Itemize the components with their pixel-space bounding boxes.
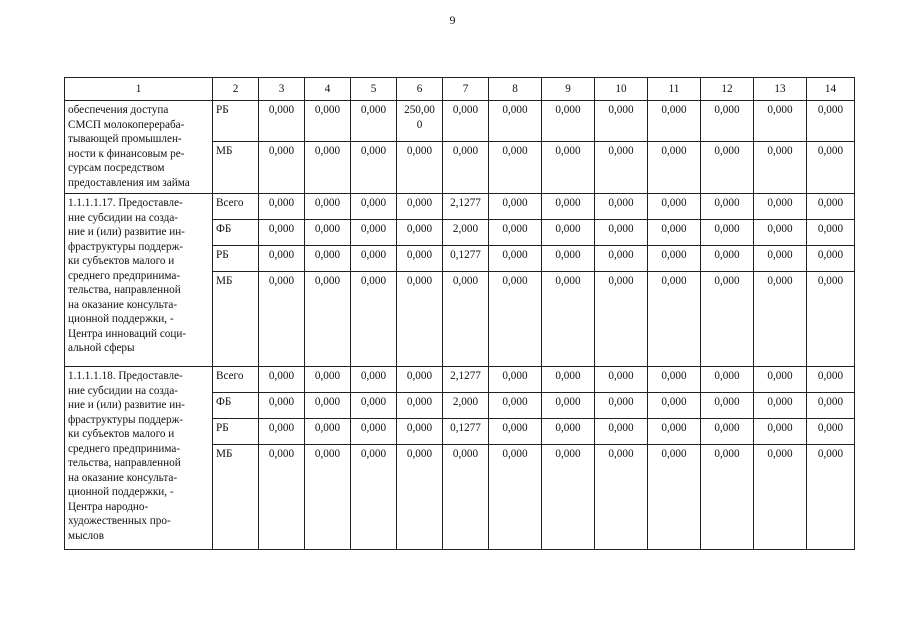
- amount-cell: 0,000: [351, 393, 397, 419]
- column-number: 4: [305, 78, 351, 101]
- amount-cell: 0,000: [305, 393, 351, 419]
- description-line: альной сферы: [68, 342, 135, 354]
- amount-cell: 0,000: [259, 142, 305, 194]
- description-line: тельства, направленной: [68, 457, 181, 469]
- column-number: 6: [397, 78, 443, 101]
- amount-cell: 0,000: [542, 393, 595, 419]
- amount-cell: 0,000: [542, 246, 595, 272]
- amount-cell: 0,000: [489, 445, 542, 550]
- amount-cell: 0,000: [595, 246, 648, 272]
- description-line: ние субсидии на созда-: [68, 384, 179, 397]
- amount-cell: 0,1277: [443, 246, 489, 272]
- amount-cell: 0,000: [542, 445, 595, 550]
- amount-cell: 0,000: [648, 220, 701, 246]
- amount-cell: 0,000: [754, 142, 807, 194]
- amount-cell: 0,000: [807, 367, 855, 393]
- amount-cell: 0,000: [542, 101, 595, 142]
- amount-cell: 0,000: [259, 220, 305, 246]
- description-line: среднего предпринима-: [68, 442, 181, 455]
- description-line: ки субъектов малого и: [68, 255, 175, 267]
- amount-cell: 0,000: [701, 142, 754, 194]
- description-line: на оказание консульта-: [68, 298, 178, 311]
- measure-description: [65, 194, 213, 367]
- amount-cell: 0,000: [648, 367, 701, 393]
- column-number: 1: [65, 78, 213, 101]
- description-line: предоставления им займа: [68, 176, 190, 189]
- column-number: 5: [351, 78, 397, 101]
- amount-cell: 0,000: [701, 272, 754, 367]
- amount-cell: 0,000: [542, 220, 595, 246]
- amount-cell: 0,1277: [443, 419, 489, 445]
- amount-cell: 0,000: [259, 445, 305, 550]
- amount-cell: 0,000: [489, 142, 542, 194]
- description-line: ционной поддержки, -: [68, 313, 174, 325]
- amount-cell: 0,000: [259, 367, 305, 393]
- column-number: 9: [542, 78, 595, 101]
- column-number: 8: [489, 78, 542, 101]
- amount-cell: 0,000: [807, 246, 855, 272]
- description-line: сурсам посредством: [68, 162, 165, 174]
- measure-description: [65, 367, 213, 550]
- amount-cell: 0,000: [259, 393, 305, 419]
- amount-cell: 0,000: [754, 367, 807, 393]
- amount-cell: 0,000: [489, 220, 542, 246]
- amount-cell: 0,000: [443, 445, 489, 550]
- amount-cell: 0,000: [489, 419, 542, 445]
- amount-cell: 0,000: [489, 272, 542, 367]
- description-line: фраструктуры поддерж-: [68, 240, 184, 253]
- amount-cell: 0,000: [542, 194, 595, 220]
- amount-cell: 0,000: [807, 220, 855, 246]
- funding-source: МБ: [213, 445, 259, 550]
- amount-cell: 0,000: [542, 419, 595, 445]
- amount-cell: 0,000: [489, 367, 542, 393]
- page-number: 9: [449, 13, 456, 27]
- amount-cell: 0,000: [351, 142, 397, 194]
- description-line: СМСП молокоперераба-: [68, 118, 185, 131]
- description-line: 1.1.1.1.18. Предоставле-: [68, 370, 183, 382]
- amount-cell: 0,000: [595, 445, 648, 550]
- amount-cell: 0,000: [648, 246, 701, 272]
- column-number: 12: [701, 78, 754, 101]
- description-line: ние и (или) развитие ин-: [68, 226, 185, 238]
- amount-cell: 0,000: [595, 367, 648, 393]
- description-line: тывающей промышлен-: [68, 133, 182, 145]
- description-line: тельства, направленной: [68, 284, 181, 296]
- amount-cell: 0,000: [397, 367, 443, 393]
- amount-cell: 0,000: [397, 272, 443, 367]
- amount-cell: 0,000: [701, 419, 754, 445]
- amount-cell: 0,000: [701, 101, 754, 142]
- funding-source: ФБ: [213, 220, 259, 246]
- table-row: [65, 101, 855, 142]
- table-row: [65, 194, 855, 220]
- amount-cell: 2,1277: [443, 194, 489, 220]
- funding-source: РБ: [213, 246, 259, 272]
- amount-cell: 0,000: [305, 419, 351, 445]
- amount-cell: 0,000: [351, 272, 397, 367]
- amount-cell: 0,000: [595, 220, 648, 246]
- amount-cell: 0,000: [648, 194, 701, 220]
- amount-cell: 2,1277: [443, 367, 489, 393]
- column-number: 7: [443, 78, 489, 101]
- description-line: ки субъектов малого и: [68, 428, 175, 440]
- amount-cell: 0,000: [443, 142, 489, 194]
- funding-source: РБ: [213, 101, 259, 142]
- amount-cell: 0,000: [397, 419, 443, 445]
- amount-cell: 0,000: [397, 393, 443, 419]
- amount-cell: 0,000: [807, 419, 855, 445]
- description-line: Центра народно-: [68, 500, 149, 513]
- budget-table: [64, 77, 855, 550]
- amount-cell: 0,000: [754, 272, 807, 367]
- amount-cell: 0,000: [351, 246, 397, 272]
- amount-cell: 0,000: [648, 419, 701, 445]
- amount-cell: 0,000: [489, 101, 542, 142]
- amount-cell: 0,000: [595, 419, 648, 445]
- amount-cell: 0,000: [648, 101, 701, 142]
- table-row: [65, 367, 855, 393]
- amount-cell: 0,000: [595, 142, 648, 194]
- description-line: фраструктуры поддерж-: [68, 413, 184, 426]
- amount-cell: 0,000: [648, 393, 701, 419]
- amount-cell: 0,000: [595, 194, 648, 220]
- amount-cell: 2,000: [443, 220, 489, 246]
- amount-cell: 0,000: [489, 393, 542, 419]
- description-line: художественных про-: [68, 515, 171, 527]
- amount-cell: 0,000: [351, 445, 397, 550]
- amount-cell: 0,000: [542, 272, 595, 367]
- amount-cell: 0,000: [807, 142, 855, 194]
- amount-cell: 0,000: [754, 445, 807, 550]
- header-row: [65, 78, 855, 101]
- amount-cell: 0,000: [259, 419, 305, 445]
- amount-cell: 0,000: [807, 194, 855, 220]
- amount-cell: 0,000: [648, 272, 701, 367]
- amount-cell: 0,000: [542, 367, 595, 393]
- amount-cell: 0,000: [305, 101, 351, 142]
- amount-cell: 0,000: [305, 194, 351, 220]
- amount-cell: 0,000: [305, 272, 351, 367]
- funding-source: Всего: [213, 367, 259, 393]
- amount-cell: 250,00 0: [397, 101, 443, 142]
- amount-cell: 0,000: [648, 142, 701, 194]
- funding-source: МБ: [213, 272, 259, 367]
- amount-cell: 0,000: [807, 101, 855, 142]
- amount-cell: 0,000: [397, 246, 443, 272]
- amount-cell: 0,000: [259, 246, 305, 272]
- description-line: мыслов: [68, 529, 105, 542]
- amount-cell: 0,000: [351, 194, 397, 220]
- amount-cell: 0,000: [807, 445, 855, 550]
- column-number: 10: [595, 78, 648, 101]
- amount-cell: 0,000: [754, 246, 807, 272]
- amount-cell: 0,000: [351, 101, 397, 142]
- amount-cell: 0,000: [595, 272, 648, 367]
- amount-cell: 0,000: [701, 393, 754, 419]
- amount-cell: 0,000: [489, 194, 542, 220]
- amount-cell: 0,000: [397, 142, 443, 194]
- amount-cell: 2,000: [443, 393, 489, 419]
- amount-cell: 0,000: [595, 101, 648, 142]
- column-number: 11: [648, 78, 701, 101]
- description-line: 1.1.1.1.17. Предоставле-: [68, 197, 183, 209]
- amount-cell: 0,000: [701, 445, 754, 550]
- description-line: ности к финансовым ре-: [68, 147, 185, 160]
- amount-cell: 0,000: [807, 393, 855, 419]
- amount-cell: 0,000: [489, 246, 542, 272]
- amount-cell: 0,000: [701, 246, 754, 272]
- description-line: Центра инноваций соци-: [68, 327, 187, 340]
- amount-cell: 0,000: [754, 101, 807, 142]
- amount-cell: 0,000: [754, 419, 807, 445]
- amount-cell: 0,000: [351, 419, 397, 445]
- amount-cell: 0,000: [259, 272, 305, 367]
- amount-cell: 0,000: [754, 194, 807, 220]
- amount-cell: 0,000: [701, 220, 754, 246]
- amount-cell: 0,000: [305, 220, 351, 246]
- amount-cell: 0,000: [305, 142, 351, 194]
- amount-cell: 0,000: [443, 101, 489, 142]
- column-number: 14: [807, 78, 855, 101]
- column-number: 13: [754, 78, 807, 101]
- amount-cell: 0,000: [305, 246, 351, 272]
- amount-cell: 0,000: [595, 393, 648, 419]
- amount-cell: 0,000: [754, 393, 807, 419]
- column-number: 3: [259, 78, 305, 101]
- measure-description: [65, 101, 213, 194]
- amount-cell: 0,000: [259, 194, 305, 220]
- amount-cell: 0,000: [351, 220, 397, 246]
- description-line: на оказание консульта-: [68, 471, 178, 484]
- funding-source: МБ: [213, 142, 259, 194]
- amount-cell: 0,000: [443, 272, 489, 367]
- amount-cell: 0,000: [397, 445, 443, 550]
- funding-source: Всего: [213, 194, 259, 220]
- amount-cell: 0,000: [305, 445, 351, 550]
- description-line: среднего предпринима-: [68, 269, 181, 282]
- amount-cell: 0,000: [542, 142, 595, 194]
- amount-cell: 0,000: [807, 272, 855, 367]
- amount-cell: 0,000: [305, 367, 351, 393]
- amount-cell: 0,000: [259, 101, 305, 142]
- description-line: ционной поддержки, -: [68, 486, 174, 498]
- funding-source: РБ: [213, 419, 259, 445]
- amount-cell: 0,000: [648, 445, 701, 550]
- amount-cell: 0,000: [754, 220, 807, 246]
- description-line: ние субсидии на созда-: [68, 211, 179, 224]
- description-line: обеспечения доступа: [68, 104, 169, 116]
- column-number: 2: [213, 78, 259, 101]
- amount-cell: 0,000: [701, 367, 754, 393]
- amount-cell: 0,000: [397, 194, 443, 220]
- amount-cell: 0,000: [397, 220, 443, 246]
- funding-source: ФБ: [213, 393, 259, 419]
- amount-cell: 0,000: [351, 367, 397, 393]
- description-line: ние и (или) развитие ин-: [68, 399, 185, 411]
- amount-cell: 0,000: [701, 194, 754, 220]
